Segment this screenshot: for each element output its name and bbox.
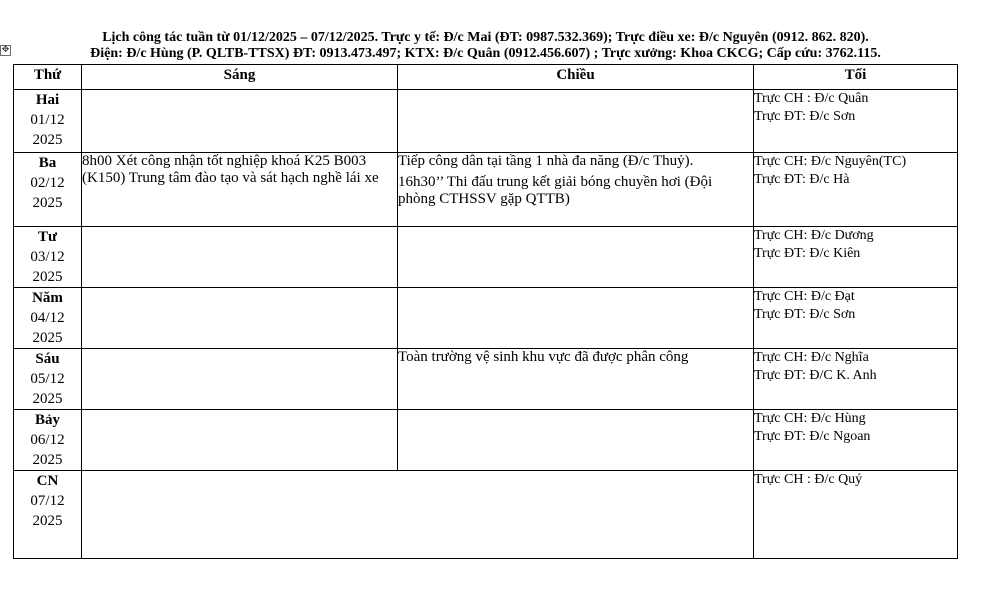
duty-line: Trực CH : Đ/c Quý <box>754 472 863 487</box>
duty-line: Trực ĐT: Đ/c Hà <box>754 172 850 187</box>
event-text: 16h30’’ Thi đấu trung kết giải bóng chuyền hơi (Đội phòng CTHSSV gặp QTTB) <box>398 174 713 207</box>
afternoon-cell[interactable] <box>398 349 754 410</box>
evening-cell[interactable] <box>754 153 958 227</box>
header-line-2: Điện: Đ/c Hùng (P. QLTB-TTSX) ĐT: 0913.473.497; KTX: Đ/c Quân (0912.456.607) ; Trực xưởng: Khoa CKCG; Cấp cứu: 3762.115. <box>90 46 881 61</box>
day-date: 01/12 <box>30 112 65 128</box>
duty-line: Trực ĐT: Đ/c Sơn <box>754 307 856 322</box>
duty-line: Trực CH: Đ/c Dương <box>754 228 874 243</box>
duty-line: Trực ĐT: Đ/c Kiên <box>754 246 861 261</box>
duty-line: Trực CH: Đ/c Hùng <box>754 411 866 426</box>
morning-cell[interactable] <box>82 153 398 227</box>
day-year: 2025 <box>32 269 63 285</box>
morning-cell[interactable] <box>82 90 398 153</box>
day-cell <box>14 349 82 410</box>
afternoon-cell[interactable] <box>398 410 754 471</box>
duty-line: Trực ĐT: Đ/c Ngoan <box>754 429 871 444</box>
day-year: 2025 <box>32 391 63 407</box>
schedule-table <box>13 64 958 559</box>
table-row <box>14 227 958 288</box>
day-cell <box>14 90 82 153</box>
table-row <box>14 349 958 410</box>
afternoon-cell[interactable] <box>398 288 754 349</box>
afternoon-cell[interactable] <box>398 227 754 288</box>
day-year: 2025 <box>32 132 63 148</box>
day-date: 02/12 <box>30 175 65 191</box>
day-cell <box>14 153 82 227</box>
day-date: 04/12 <box>30 310 65 326</box>
column-header-afternoon: Chiều <box>398 65 754 90</box>
day-year: 2025 <box>32 452 63 468</box>
table-row <box>14 410 958 471</box>
day-cell <box>14 227 82 288</box>
afternoon-cell[interactable] <box>398 153 754 227</box>
column-header-morning: Sáng <box>82 65 398 90</box>
morning-cell[interactable] <box>82 288 398 349</box>
day-cell <box>14 410 82 471</box>
table-header-row <box>14 65 958 90</box>
morning-cell[interactable] <box>82 227 398 288</box>
table-row <box>14 288 958 349</box>
day-name: Ba <box>38 155 57 171</box>
duty-line: Trực ĐT: Đ/C K. Anh <box>754 368 877 383</box>
day-year: 2025 <box>32 513 63 529</box>
day-cell <box>14 288 82 349</box>
evening-cell[interactable] <box>754 410 958 471</box>
day-cell <box>14 471 82 559</box>
duty-line: Trực CH: Đ/c Nghĩa <box>754 350 869 365</box>
day-name: Bảy <box>34 412 60 428</box>
day-date: 06/12 <box>30 432 65 448</box>
evening-cell[interactable] <box>754 471 958 559</box>
header-line-1: Lịch công tác tuần từ 01/12/2025 – 07/12/2025. Trực y tế: Đ/c Mai (ĐT: 0987.532.369); Trực điều xe: Đ/c Nguyên (0912. 862. 820). <box>102 30 869 45</box>
evening-cell[interactable] <box>754 288 958 349</box>
day-year: 2025 <box>32 330 63 346</box>
duty-line: Trực CH : Đ/c Quân <box>754 91 869 106</box>
morning-cell[interactable] <box>82 410 398 471</box>
day-date: 05/12 <box>30 371 65 387</box>
day-name: CN <box>36 473 59 489</box>
day-name: Tư <box>37 229 57 245</box>
day-year: 2025 <box>32 195 63 211</box>
event-text: Toàn trường vệ sinh khu vực đã được phân công <box>398 349 689 365</box>
day-activities-cell[interactable] <box>82 471 754 559</box>
duty-line: Trực CH: Đ/c Nguyên(TC) <box>754 154 907 169</box>
day-name: Sáu <box>35 351 60 367</box>
evening-cell[interactable] <box>754 227 958 288</box>
event-text: 8h00 Xét công nhận tốt nghiệp khoá K25 B003 (K150) Trung tâm đào tạo và sát hạch nghề lái xe <box>82 153 379 186</box>
table-row <box>14 471 958 559</box>
day-date: 07/12 <box>30 493 65 509</box>
day-date: 03/12 <box>30 249 65 265</box>
event-text: Tiếp công dân tại tầng 1 nhà đa năng (Đ/c Thuỷ). <box>398 153 694 169</box>
column-header-evening: Tối <box>754 65 958 90</box>
evening-cell[interactable] <box>754 90 958 153</box>
afternoon-cell[interactable] <box>398 90 754 153</box>
duty-line: Trực ĐT: Đ/c Sơn <box>754 109 856 124</box>
table-row <box>14 153 958 227</box>
day-name: Hai <box>35 92 60 108</box>
duty-line: Trực CH: Đ/c Đạt <box>754 289 855 304</box>
table-row <box>14 90 958 153</box>
day-name: Năm <box>32 290 63 306</box>
schedule-header <box>14 30 957 62</box>
evening-cell[interactable] <box>754 349 958 410</box>
move-arrows-icon[interactable]: ✥ <box>1 45 10 55</box>
morning-cell[interactable] <box>82 349 398 410</box>
column-header-day: Thứ <box>14 65 82 90</box>
